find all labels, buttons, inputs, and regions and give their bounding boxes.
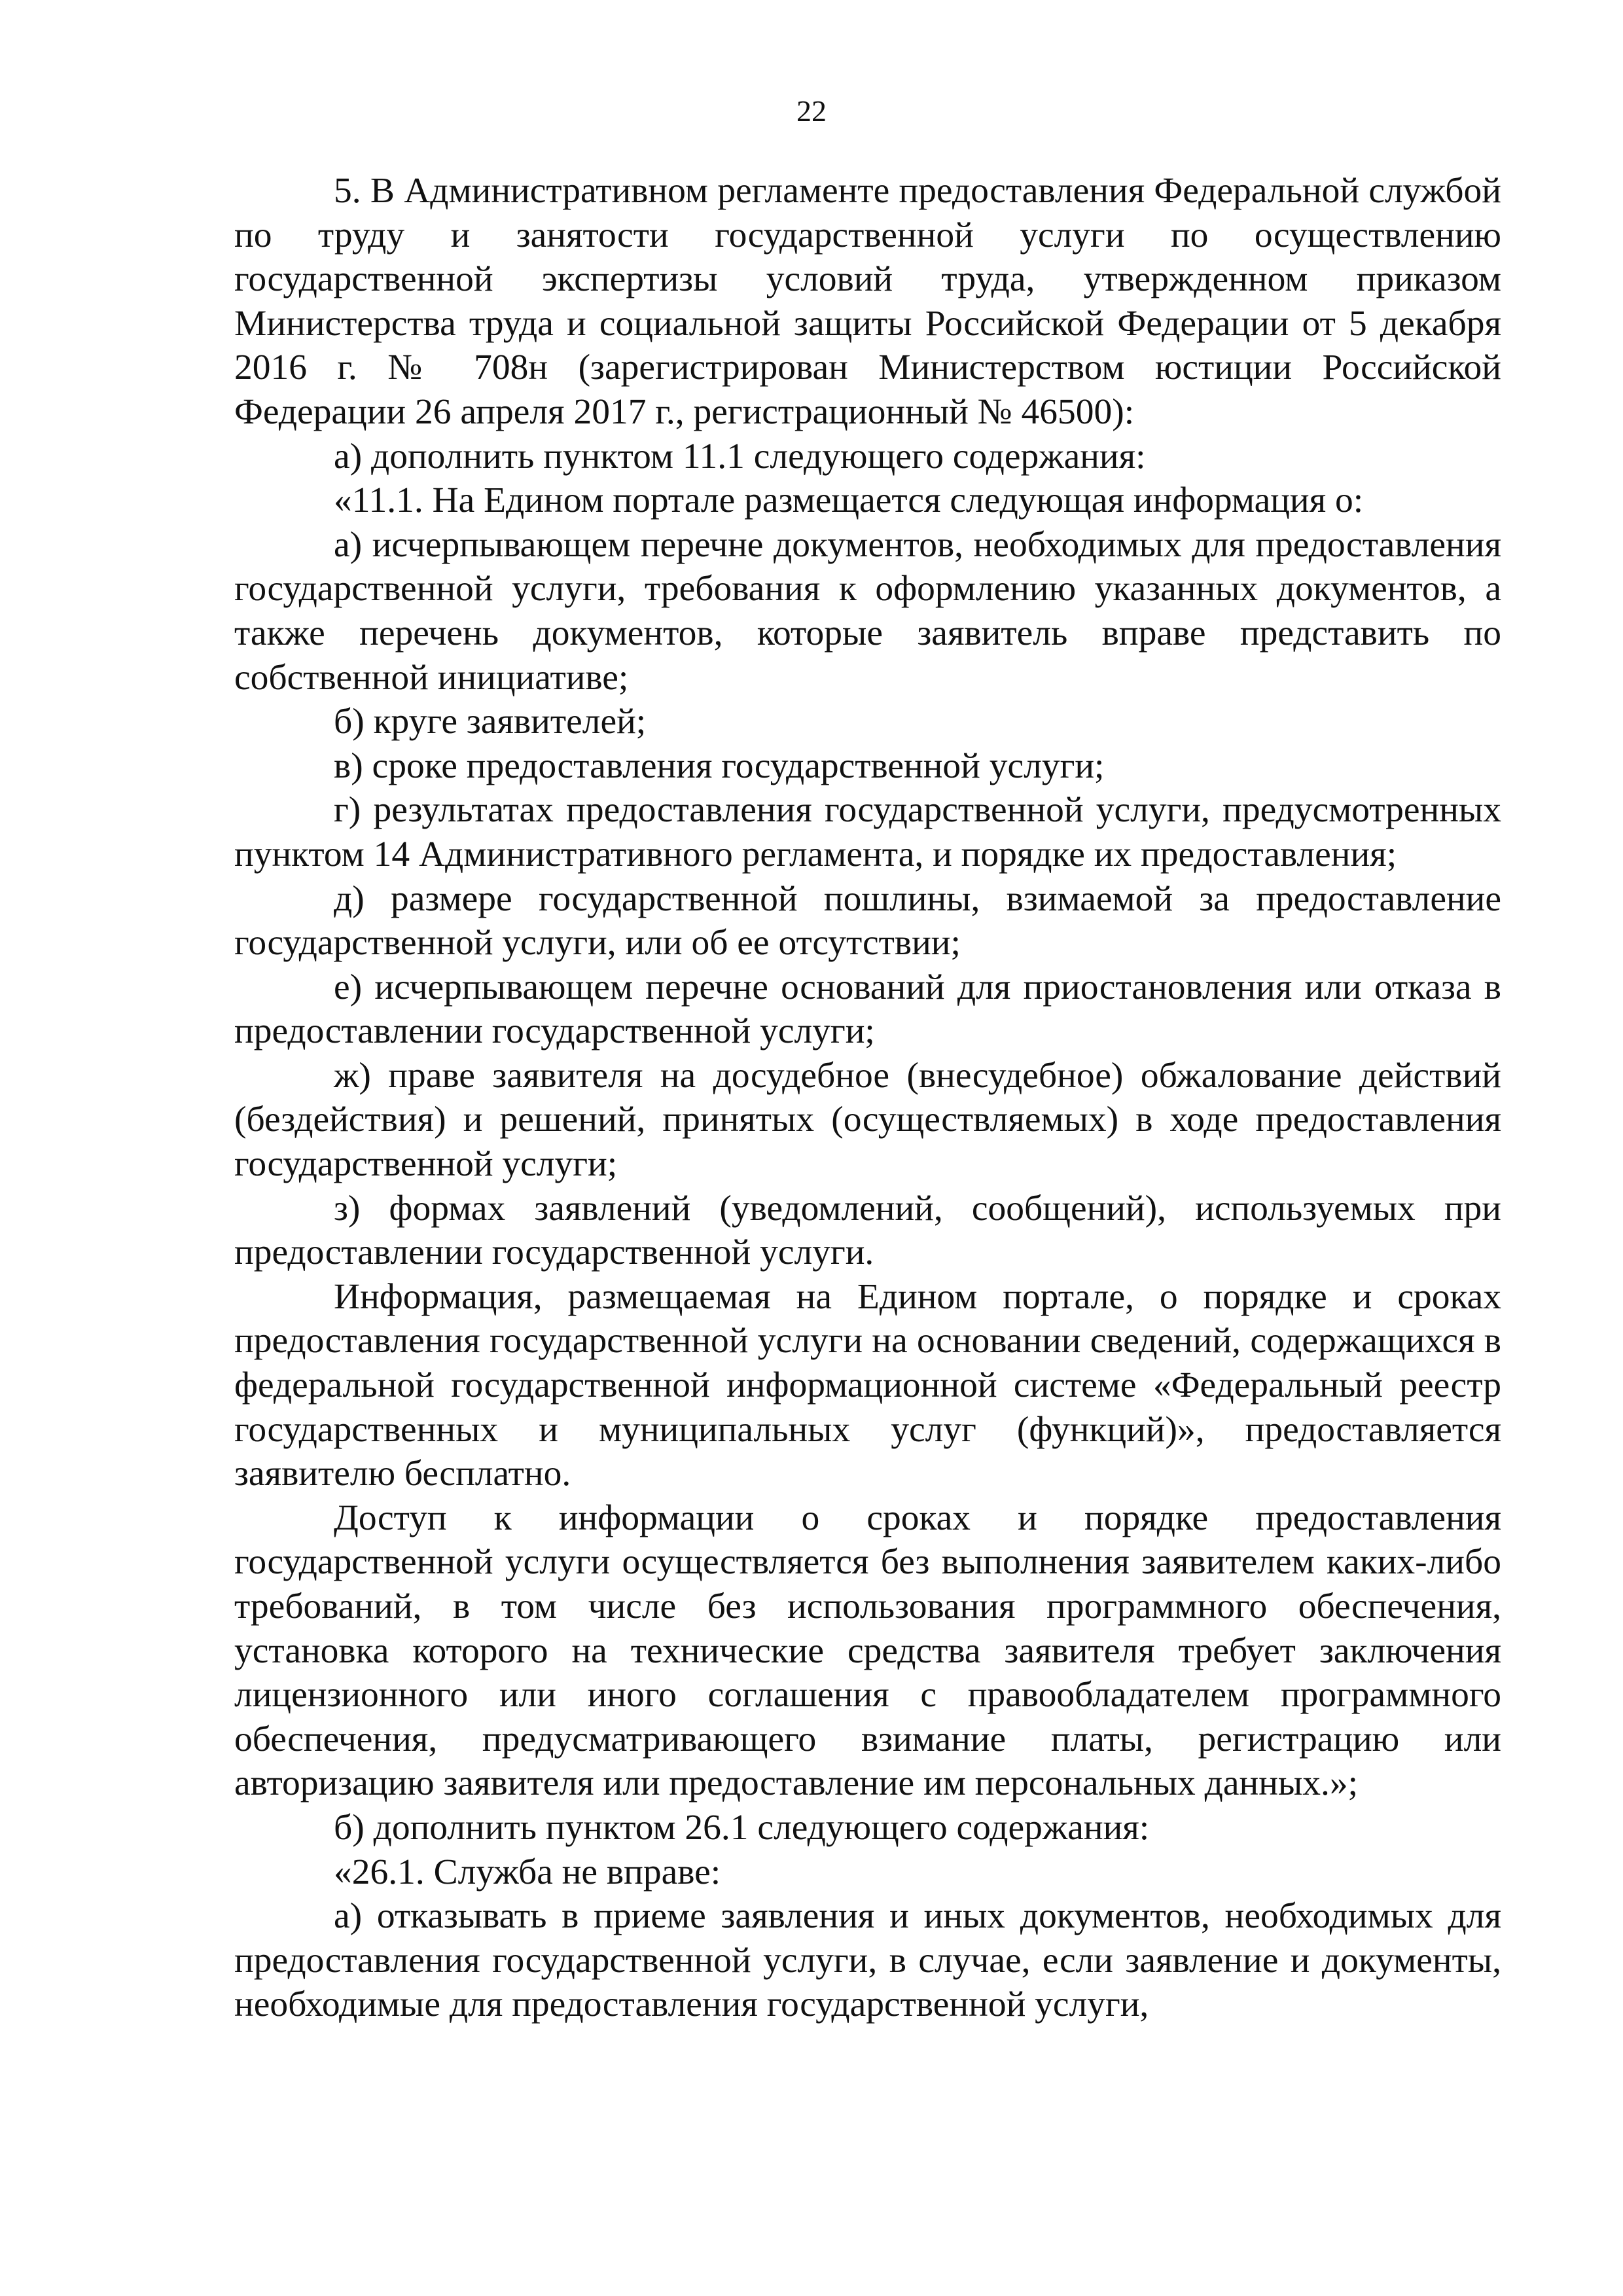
paragraph: «11.1. На Едином портале размещается следующая информация о: bbox=[334, 480, 1364, 521]
paragraph: ж) праве заявителя на досудебное (внесудебное) обжалование действий (бездействия) и решений, принятых (осуществляемых) в ходе предоставления государственной услуги; bbox=[234, 1055, 1501, 1185]
paragraph: «26.1. Служба не вправе: bbox=[334, 1852, 721, 1892]
paragraph: 5. В Административном регламенте предоставления Федеральной службой по труду и занятости государственной услуги по осуществлению государственной экспертизы условий труда, утвержденном приказом Министерства труда и социальной защиты Российской Федерации от 5 декабря 2016 г. № 708н (зарегистрирован Министерством юстиции Российской Федерации 26 апреля 2017 г., регистрационный № 46500): bbox=[234, 171, 1501, 432]
paragraph: д) размере государственной пошлины, взимаемой за предоставление государственной услуги, или об ее отсутствии; bbox=[234, 878, 1501, 963]
paragraph: а) дополнить пунктом 11.1 следующего содержания: bbox=[334, 436, 1146, 476]
paragraph: з) формах заявлений (уведомлений, сообщений), используемых при предоставлении государственной услуги. bbox=[234, 1188, 1501, 1273]
paragraph: в) сроке предоставления государственной услуги; bbox=[334, 745, 1105, 786]
paragraph: е) исчерпывающем перечне оснований для приостановления или отказа в предоставлении государственной услуги; bbox=[234, 967, 1501, 1052]
document-body bbox=[234, 169, 1501, 2027]
paragraph: Информация, размещаемая на Едином портале, о порядке и сроках предоставления государственной услуги на основании сведений, содержащихся в федеральной государственной информационной системе «Федеральный реестр государственных и муниципальных услуг (функций)», предоставляется заявителю бесплатно. bbox=[234, 1276, 1501, 1494]
paragraph: б) дополнить пунктом 26.1 следующего содержания: bbox=[334, 1807, 1150, 1848]
paragraph: г) результатах предоставления государственной услуги, предусмотренных пунктом 14 Административного регламента, и порядке их предоставления; bbox=[234, 790, 1501, 874]
page-number: 22 bbox=[796, 94, 827, 128]
paragraph: Доступ к информации о сроках и порядке предоставления государственной услуги осуществляется без выполнения заявителем каких-либо требований, в том числе без использования программного обеспечения, установка которого на технические средства заявителя требует заключения лицензионного или иного соглашения с правообладателем программного обеспечения, предусматривающего взимание платы, регистрацию или авторизацию заявителя или предоставление им персональных данных.»; bbox=[234, 1498, 1501, 1804]
paragraph: а) исчерпывающем перечне документов, необходимых для предоставления государственной услуги, требования к оформлению указанных документов, а также перечень документов, которые заявитель вправе представить по собственной инициативе; bbox=[234, 524, 1501, 698]
paragraph: б) круге заявителей; bbox=[334, 702, 647, 742]
paragraph: а) отказывать в приеме заявления и иных документов, необходимых для предоставления государственной услуги, в случае, если заявление и документы, необходимые для предоставления государственной услуги, bbox=[234, 1896, 1501, 2025]
